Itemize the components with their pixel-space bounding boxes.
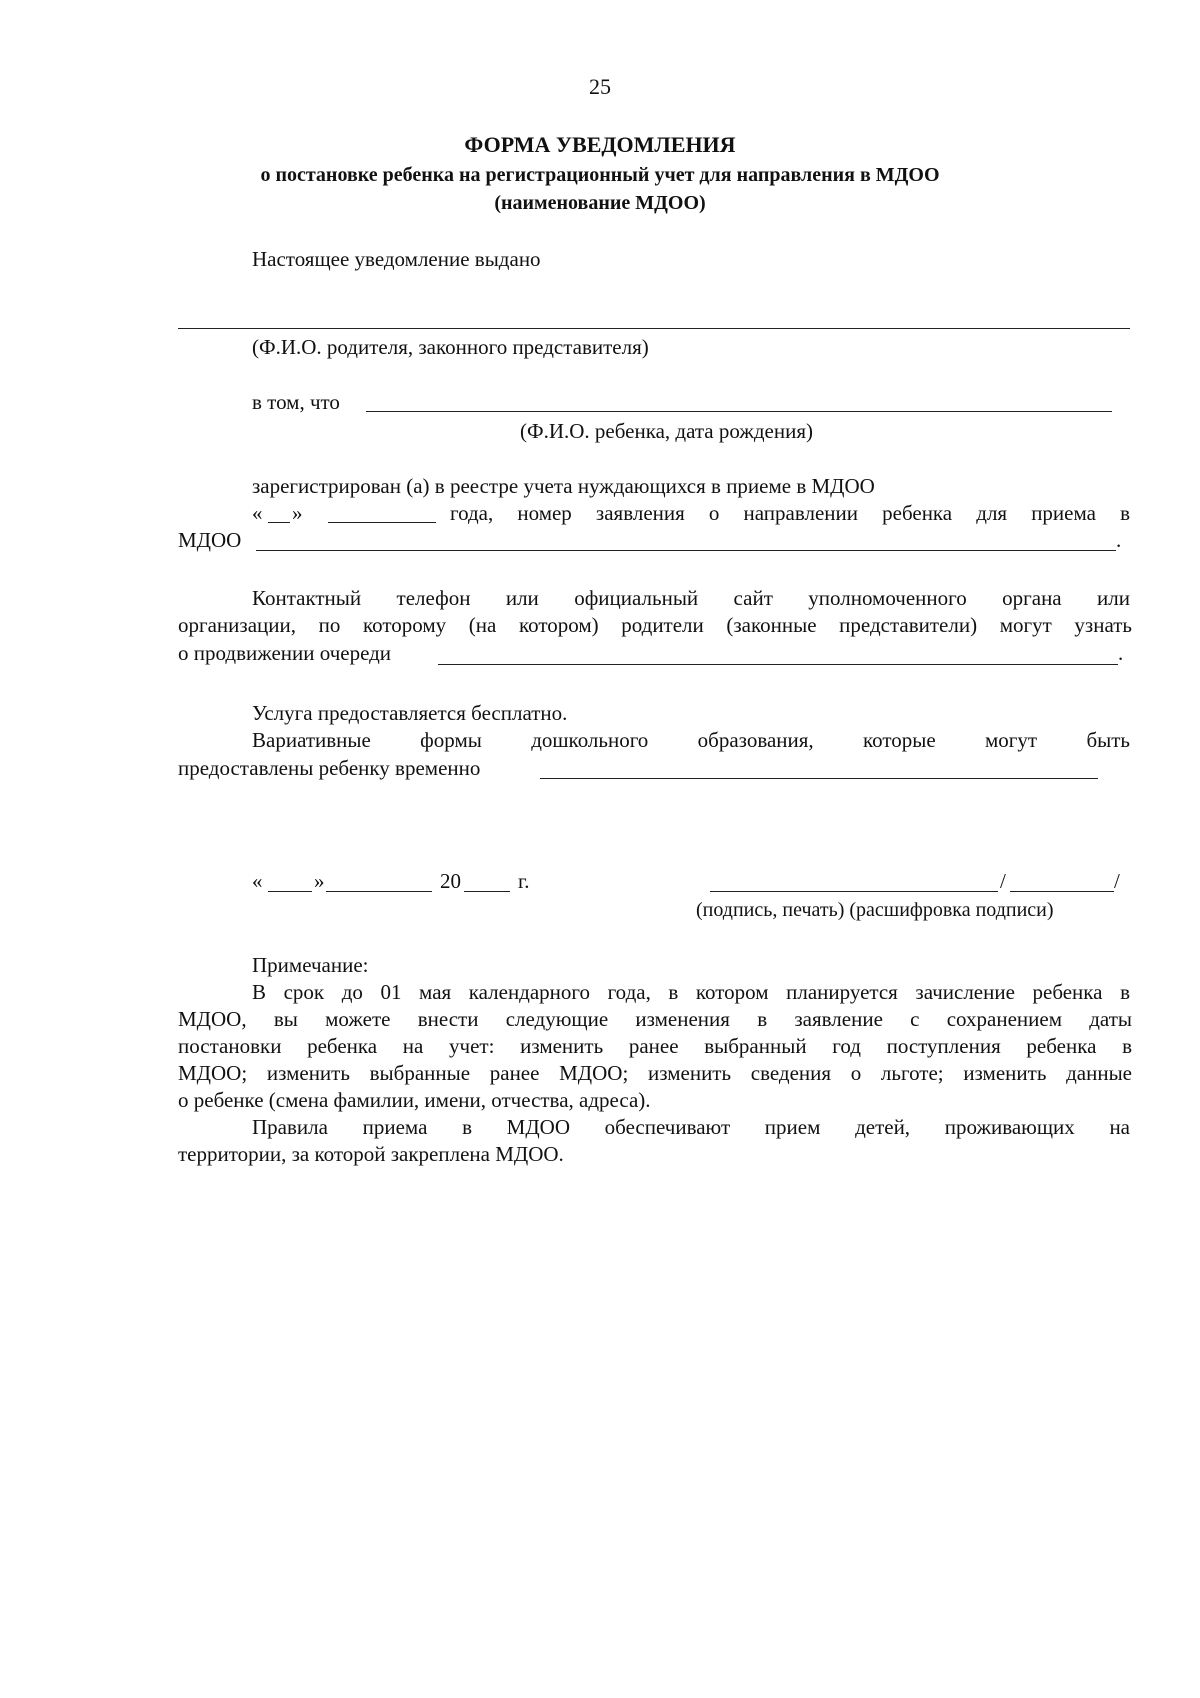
contact-line-1: Контактный телефон или официальный сайт уполномоченного органа или xyxy=(252,586,1130,610)
variative-line-2-label: предоставлены ребенку временно xyxy=(178,756,481,780)
note-label: Примечание: xyxy=(252,953,369,977)
date-year-suffix: г. xyxy=(518,869,530,893)
note-p1-line-2: МДОО, вы можете внести следующие изменения в заявление с сохранением даты xyxy=(178,1007,1132,1031)
parent-name-line xyxy=(178,328,1130,329)
service-free: Услуга предоставляется бесплатно. xyxy=(252,701,568,725)
registered-open-quote: « xyxy=(252,501,263,525)
document-subtitle: о постановке ребенка на регистрационный учет для направления в МДОО xyxy=(260,164,940,186)
document-subtitle-2: (наименование МДОО) xyxy=(494,192,706,214)
registered-month-line xyxy=(328,522,436,523)
note-p1-line-3: постановки ребенка на учет: изменить ранее выбранный год поступления ребенка в xyxy=(178,1034,1132,1058)
note-p2-line-1: Правила приема в МДОО обеспечивают прием детей, проживающих на xyxy=(252,1115,1130,1139)
signature-caption: (подпись, печать) (расшифровка подписи) xyxy=(696,899,1054,921)
parent-name-caption: (Ф.И.О. родителя, законного представителя) xyxy=(252,335,649,359)
registered-day-line xyxy=(268,522,290,523)
note-p1-line-4: МДОО; изменить выбранные ранее МДОО; изменить сведения о льготе; изменить данные xyxy=(178,1061,1132,1085)
date-month-line xyxy=(326,891,432,892)
document-title: ФОРМА УВЕДОМЛЕНИЯ xyxy=(464,132,736,157)
registered-mdoo-label: МДОО xyxy=(178,528,242,552)
contact-line-3-label: о продвижении очереди xyxy=(178,641,392,665)
date-year-line xyxy=(464,891,510,892)
signature-line xyxy=(710,891,998,892)
registered-line-1: зарегистрирован (а) в реестре учета нуждающихся в приеме в МДОО xyxy=(252,474,875,498)
date-close-quote: » xyxy=(314,869,325,893)
date-day-line xyxy=(268,891,312,892)
queue-contact-line xyxy=(438,664,1118,665)
date-open-quote: « xyxy=(252,869,263,893)
contact-line-2: организации, по которому (на котором) родители (законные представители) могут узнать xyxy=(178,613,1132,637)
signature-decipher-line xyxy=(1010,891,1114,892)
registered-period: . xyxy=(1116,528,1122,552)
registered-line-2: года, номер заявления о направлении ребенка для приема в xyxy=(450,501,1130,525)
issued-to-label: Настоящее уведомление выдано xyxy=(252,247,541,271)
registered-close-quote: » xyxy=(292,501,303,525)
contact-period: . xyxy=(1118,641,1124,665)
signature-slash-2: / xyxy=(1114,869,1120,893)
note-p2-last-line: территории, за которой закреплена МДОО. xyxy=(178,1142,564,1166)
that-label: в том, что xyxy=(252,390,340,414)
page-number: 25 xyxy=(589,74,611,99)
child-name-caption: (Ф.И.О. ребенка, дата рождения) xyxy=(520,419,813,443)
application-number-line xyxy=(256,550,1116,551)
note-p1-last-line: о ребенке (смена фамилии, имени, отчества, адреса). xyxy=(178,1088,651,1112)
child-name-line xyxy=(366,411,1112,412)
date-year-prefix: 20 xyxy=(440,869,461,893)
variative-forms-line xyxy=(540,778,1098,779)
variative-line-1: Вариативные формы дошкольного образования, которые могут быть xyxy=(252,728,1130,752)
signature-slash-1: / xyxy=(1000,869,1006,893)
note-p1-line-1: В срок до 01 мая календарного года, в котором планируется зачисление ребенка в xyxy=(252,980,1130,1004)
